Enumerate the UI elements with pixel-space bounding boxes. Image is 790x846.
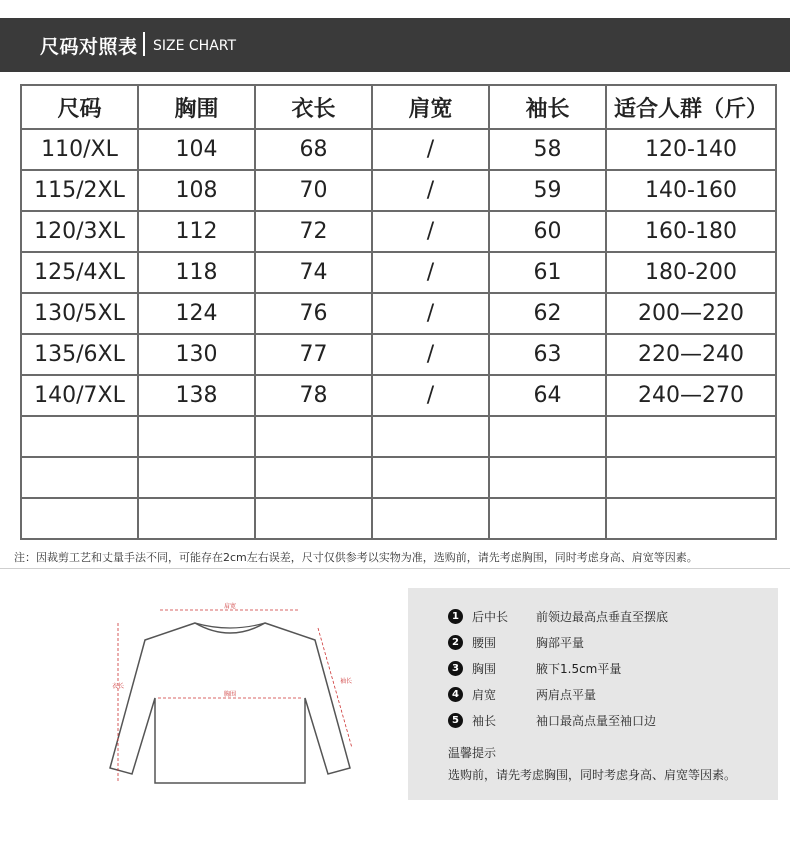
measure-item [448,632,585,652]
measure-label: 腰围 [472,635,497,650]
size-note: 注：因裁剪工艺和丈量手法不同，可能存在2cm左右误差，尺寸仅供参考以实物为准，选购前，请先考虑胸围，同时考虑身高、肩宽等因素。 [14,551,698,564]
table-cell: 104 [138,129,255,170]
table-cell: 115/2XL [21,170,138,211]
table-cell: 130 [138,334,255,375]
table-row-empty [21,498,776,539]
table-cell [138,457,255,498]
table-cell [21,416,138,457]
table-cell [489,457,606,498]
step-number-icon: 5 [448,713,463,728]
step-number-icon: 4 [448,687,463,702]
table-cell: 200—220 [606,293,776,334]
table-row [21,334,776,375]
table-cell: 120-140 [606,129,776,170]
sweater-outline [110,623,353,783]
header-chest: 胸围 [138,85,255,129]
step-number-icon: 3 [448,661,463,676]
table-cell: / [372,170,489,211]
table-cell [138,498,255,539]
table-cell: 61 [489,252,606,293]
header-weight: 适合人群（斤） [606,85,776,129]
measure-item [448,684,597,704]
table-cell: 118 [138,252,255,293]
divider [0,568,790,569]
table-cell [21,457,138,498]
table-cell: / [372,334,489,375]
table-cell: 124 [138,293,255,334]
header-length: 衣长 [255,85,372,129]
header-bar [0,18,790,72]
table-cell [138,416,255,457]
table-cell: 120/3XL [21,211,138,252]
sweater-collar [195,623,265,628]
table-cell: 77 [255,334,372,375]
measure-label: 后中长 [472,609,509,624]
length-label: 衣长 [112,683,125,690]
tip-text: 选购前，请先考虑胸围，同时考虑身高、肩宽等因素。 [448,768,737,782]
table-cell [489,498,606,539]
header-size: 尺码 [21,85,138,129]
table-cell: 140/7XL [21,375,138,416]
table-cell [255,457,372,498]
table-header-row [21,85,776,129]
table-cell: 68 [255,129,372,170]
table-cell: 138 [138,375,255,416]
measure-desc: 袖口最高点量至袖口边 [536,713,657,728]
measure-desc: 前领边最高点垂直至摆底 [536,609,669,624]
table-cell: 62 [489,293,606,334]
table-cell: 63 [489,334,606,375]
table-cell: 180-200 [606,252,776,293]
measure-panel [408,588,778,800]
measure-label: 肩宽 [472,687,497,702]
measure-desc: 腋下1.5cm平量 [536,661,622,676]
measure-label: 袖长 [472,713,497,728]
table-row [21,129,776,170]
table-cell: 78 [255,375,372,416]
page-title: 尺码对照表 [40,36,138,58]
table-cell: 108 [138,170,255,211]
table-cell: 59 [489,170,606,211]
table-cell [255,498,372,539]
table-row-empty [21,457,776,498]
table-row [21,293,776,334]
size-table [20,84,777,540]
table-cell: 74 [255,252,372,293]
table-cell: 240—270 [606,375,776,416]
measure-label: 胸围 [472,661,497,676]
table-cell: / [372,252,489,293]
table-row [21,211,776,252]
table-cell: / [372,211,489,252]
step-number-icon: 1 [448,609,463,624]
header-shoulder: 肩宽 [372,85,489,129]
table-cell: 130/5XL [21,293,138,334]
table-cell [372,498,489,539]
table-cell [372,457,489,498]
table-cell [606,416,776,457]
table-cell [606,498,776,539]
header-sleeve: 袖长 [489,85,606,129]
table-cell: 70 [255,170,372,211]
table-row [21,375,776,416]
table-row [21,252,776,293]
table-cell [372,416,489,457]
measure-item [448,606,669,626]
table-cell: / [372,293,489,334]
chest-label: 胸围 [223,691,237,698]
table-cell [606,457,776,498]
table-row [21,170,776,211]
measure-desc: 两肩点平量 [536,687,597,702]
table-cell: 140-160 [606,170,776,211]
table-cell: / [372,375,489,416]
table-cell [489,416,606,457]
page-subtitle: SIZE CHART [153,38,237,54]
measure-item [448,710,657,730]
shoulder-label: 肩宽 [223,603,237,610]
table-cell: 112 [138,211,255,252]
table-cell: 72 [255,211,372,252]
title-separator [143,32,145,56]
sleeve-label: 袖长 [340,678,353,685]
table-cell [21,498,138,539]
table-cell: 60 [489,211,606,252]
table-cell: 58 [489,129,606,170]
measure-item [448,658,622,678]
table-cell [255,416,372,457]
table-cell: 110/XL [21,129,138,170]
table-cell: 160-180 [606,211,776,252]
measure-desc: 胸部平量 [536,635,585,650]
sweater-diagram [100,598,360,798]
table-cell: 125/4XL [21,252,138,293]
step-number-icon: 2 [448,635,463,650]
table-row-empty [21,416,776,457]
table-cell: 135/6XL [21,334,138,375]
table-cell: 76 [255,293,372,334]
table-cell: 64 [489,375,606,416]
tip-title: 温馨提示 [448,746,497,760]
table-cell: / [372,129,489,170]
table-cell: 220—240 [606,334,776,375]
